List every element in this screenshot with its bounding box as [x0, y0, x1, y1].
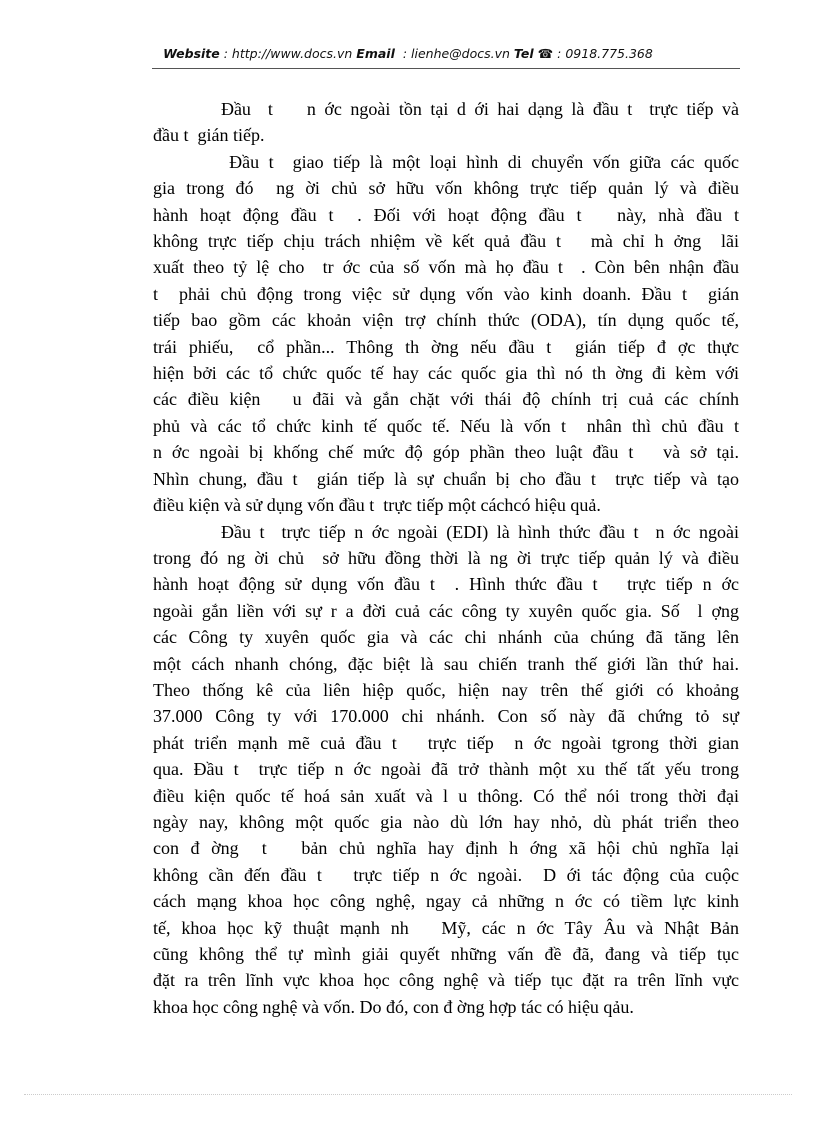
text-line: n ớc ngoài bị khống chế mức độ góp phần theo luật đầu t và sở tại.	[153, 442, 739, 463]
text-line: tế, khoa học kỹ thuật mạnh nh Mỹ, các n ớc Tây Âu và Nhật Bản	[153, 917, 739, 938]
email-address[interactable]: : lienhe@docs.vn	[394, 46, 514, 61]
text-line: tiếp bao gồm các khoản viện trợ chính thức (ODA), tín dụng quốc tế,	[153, 310, 739, 331]
text-line: điều kiện quốc tế hoá sản xuất và l u thông. Có thể nói trong thời đại	[153, 785, 739, 806]
page-header	[0, 46, 816, 61]
text-line: Đầu t giao tiếp là một loại hình di chuyển vốn giữa các quốc	[153, 151, 739, 172]
text-line: Đầu t trực tiếp n ớc ngoài (EDI) là hình thức đầu t n ớc ngoài	[153, 521, 739, 542]
text-line: khoa học công nghệ và vốn. Do đó, con đ ờng hợp tác có hiệu qảu.	[153, 996, 634, 1017]
phone-icon: ☎	[537, 46, 554, 61]
text-line: phát triển mạnh mẽ cuả đầu t trực tiếp n ớc ngoài tgrong thời gian	[153, 732, 739, 753]
website-label: Website	[163, 46, 220, 61]
text-line: các Công ty xuyên quốc gia và các chi nhánh của chúng đã tăng lên	[153, 627, 739, 648]
text-line: ngoài gắn liền với sự r a đời cuả các công ty xuyên quốc gia. Số l ợng	[153, 600, 739, 621]
text-line: con đ ờng t bản chủ nghĩa hay định h ớng xã hội chủ nghĩa lại	[153, 838, 739, 859]
text-line: Đầu t n ớc ngoài tồn tại d ới hai dạng là đầu t trực tiếp và	[153, 99, 739, 119]
text-line: hành hoạt động sử dụng vốn đầu t . Hình thức đầu t trực tiếp n ớc	[153, 574, 739, 595]
paragraph	[153, 149, 739, 519]
text-line: một cách nhanh chóng, đặc biệt là sau chiến tranh thế giới lần thứ hai.	[153, 653, 739, 674]
text-line: cũng không thể tự mình giải quyết những vấn đề đã, đang và tiếp tục	[153, 944, 739, 964]
page-bottom-divider	[24, 1094, 792, 1095]
paragraph	[153, 519, 739, 1021]
text-line: các điều kiện u đãi và gắn chặt với thái độ chính trị cuả các chính	[153, 389, 739, 410]
text-line: gia trong đó ng ời chủ sở hữu vốn không trực tiếp quản lý và điều	[153, 178, 739, 199]
text-line: phủ và các tổ chức kinh tế quốc tế. Nếu là vốn t nhân thì chủ đầu t	[153, 415, 739, 436]
phone-number: : 0918.775.368	[553, 46, 653, 61]
header-divider	[152, 68, 740, 69]
tel-label: Tel	[513, 46, 534, 61]
text-line: Nhìn chung, đầu t gián tiếp là sự chuẩn bị cho đầu t trực tiếp và tạo	[153, 468, 739, 489]
website-url[interactable]: : http://www.docs.vn	[219, 46, 357, 61]
text-line: đặt ra trên lĩnh vực khoa học công nghệ và tiếp tục đặt ra trên lĩnh vực	[153, 970, 739, 991]
text-line: không cần đến đầu t trực tiếp n ớc ngoài. D ới tác động của cuộc	[153, 864, 739, 885]
text-line: trong đó ng ời chủ sở hữu đồng thời là ng ời trực tiếp quản lý và điều	[153, 547, 739, 568]
text-line: hành hoạt động đầu t . Đối với hoạt động đầu t này, nhà đầu t	[153, 204, 739, 225]
text-line: hiện bởi các tổ chức quốc tế hay các quốc gia thì nó th ờng đi kèm với	[153, 363, 739, 384]
text-line: ngày nay, không một quốc gia nào dù lớn hay nhỏ, dù phát triển theo	[153, 811, 739, 832]
text-line: đầu t gián tiếp.	[153, 125, 265, 146]
text-line: Theo thống kê của liên hiệp quốc, hiện nay trên thế giới có khoảng	[153, 679, 739, 700]
text-line: cách mạng khoa học công nghệ, ngay cả những n ớc có tiềm lực kinh	[153, 891, 739, 912]
text-line: xuất theo tỷ lệ cho tr ớc của số vốn mà họ đầu t . Còn bên nhận đầu	[153, 257, 739, 278]
paragraph	[153, 96, 739, 149]
text-line: t phải chủ động trong việc sử dụng vốn vào kinh doanh. Đầu t gián	[153, 283, 739, 304]
text-line: không trực tiếp chịu trách nhiệm về kết quả đầu t mà chỉ h ởng lãi	[153, 231, 739, 252]
text-line: điều kiện và sử dụng vốn đầu t trực tiếp một cáchcó hiệu quả.	[153, 495, 601, 516]
document-body	[153, 96, 739, 1020]
text-line: trái phiếu, cổ phần... Thông th ờng nếu đầu t gián tiếp đ ợc thực	[153, 336, 739, 357]
text-line: 37.000 Công ty với 170.000 chi nhánh. Con số này đã chứng tỏ sự	[153, 706, 739, 727]
email-label: Email	[356, 46, 395, 61]
text-line: qua. Đầu t trực tiếp n ớc ngoài đã trở thành một xu thế tất yếu trong	[153, 759, 739, 780]
